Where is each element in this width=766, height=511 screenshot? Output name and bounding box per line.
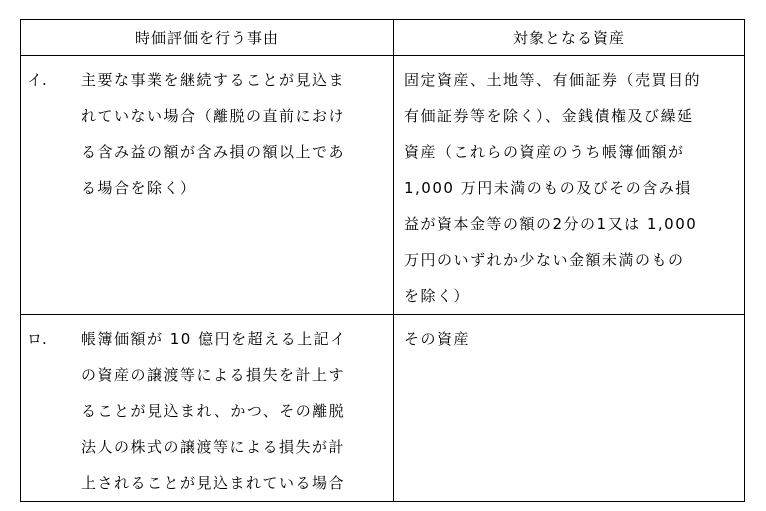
reason-cell: [21, 315, 394, 502]
table-row: [21, 315, 745, 502]
evaluation-table: [20, 19, 745, 502]
assets-line: 有価証券等を除く）、金銭債権及び繰延: [404, 107, 694, 125]
assets-line: 1,000 万円未満のもの及びその含み損: [404, 179, 692, 197]
assets-cell: [394, 315, 745, 502]
reason-cell: [21, 56, 394, 315]
assets-cell: [394, 56, 745, 315]
reason-line: る含み益の額が含み損の額以上であ: [81, 143, 346, 161]
header-assets: 対象となる資産: [394, 20, 745, 56]
assets-line: 益が資本金等の額の2分の1又は 1,000: [404, 215, 698, 233]
assets-line: 万円のいずれか少ない金額未満のもの: [404, 251, 685, 269]
assets-line: を除く）: [404, 287, 471, 305]
assets-line: 資産（これらの資産のうち帳簿価額が: [404, 143, 685, 161]
table-header-row: [21, 20, 745, 56]
assets-line: その資産: [404, 330, 471, 348]
reason-line: 主要な事業を継続することが見込ま: [81, 71, 346, 89]
reason-line: ることが見込まれ、かつ、その離脱: [81, 402, 346, 420]
assets-line: 固定資産、土地等、有価証券（売買目的: [404, 71, 702, 89]
reason-line: る場合を除く）: [81, 179, 197, 197]
reason-line: 法人の株式の譲渡等による損失が計: [81, 438, 346, 456]
row-marker: イ.: [27, 71, 47, 89]
table-row: [21, 56, 745, 315]
header-reason: 時価評価を行う事由: [21, 20, 394, 56]
reason-line: れていない場合（離脱の直前におけ: [81, 107, 346, 125]
reason-line: 上されることが見込まれている場合: [81, 474, 346, 492]
reason-line: 帳簿価額が 10 億円を超える上記イ: [81, 330, 347, 348]
row-marker: ロ.: [27, 330, 47, 348]
reason-line: の資産の譲渡等による損失を計上す: [81, 366, 346, 384]
